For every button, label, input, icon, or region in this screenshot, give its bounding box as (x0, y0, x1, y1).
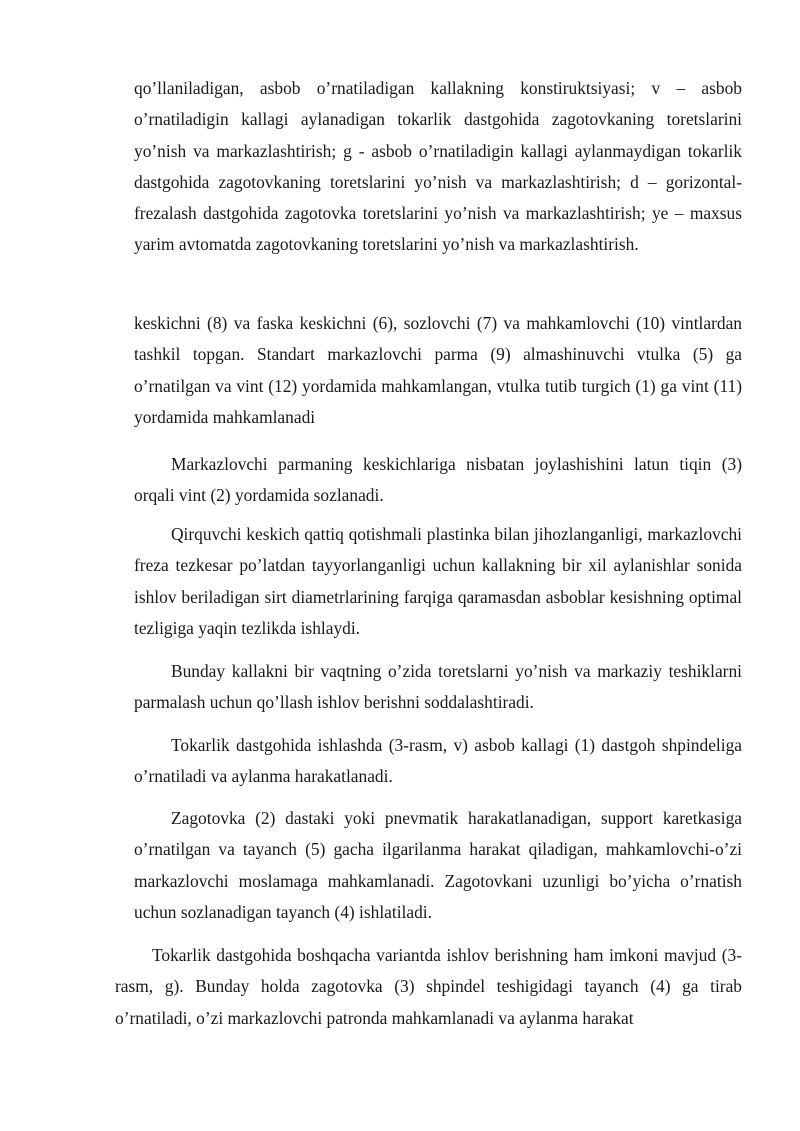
paragraph-lathe-operation: Tokarlik dastgohida ishlashda (3-rasm, v) asbob kallagi (1) dastgoh shpindeliga o’rnatiladi va aylanma harakatlanadi. (134, 735, 742, 787)
paragraph-workpiece-fixing: Zagotovka (2) dastaki yoki pnevmatik harakatlanadigan, support karetkasiga o’rnatilgan va tayanch (5) gacha ilgarilanma harakat qiladigan, mahkamlovchi-o’zi markazlovchi moslamaga mahkamlanadi. Zagotovkani uzunligi bo’yicha o’rnatish uchun sozlanadigan tayanch (4) ishlatiladi. (134, 808, 742, 922)
paragraph-alternative-variant: Tokarlik dastgohida boshqacha variantda ishlov berishning ham imkoni mavjud (3-rasm, g). Bunday holda zagotovka (3) shpindel teshigidagi tayanch (4) ga tirab o’rnatiladi, o’zi markazlovchi patronda mahkamlanadi va aylanma harakat (115, 945, 742, 1028)
paragraph-figure-caption-continuation: qo’llaniladigan, asbob o’rnatiladigan kallakning konstiruktsiyasi; v – asbob o’rnatiladigin kallagi aylanadigan tokarlik dastgohida zagotovkaning toretslarini yo’nish va markazlashtirish; g - asbob o’rnatiladigin kallagi aylanmaydigan tokarlik dastgohida zagotovkaning toretslarini yo’nish va markazlashtirish; d – gorizontal-frezalash dastgohida zagotovka toretslarini yo’nish va markazlashtirish; ye – maxsus yarim avtomatda zagotovkaning toretslarini yo’nish va markazlashtirish. (134, 78, 742, 255)
paragraph-cutting-speed: Qirquvchi keskich qattiq qotishmali plastinka bilan jihozlanganligi, markazlovchi freza tezkesar po’latdan tayyorlanganligi uchun kallakning bir xil aylanishlar sonida ishlov beriladigan sirt diametrlarining farqiga qaramasdan asboblar kesishning optimal tezligiga yaqin tezlikda ishlaydi. (134, 524, 742, 638)
paragraph-drill-adjustment: Markazlovchi parmaning keskichlariga nisbatan joylashishini latun tiqin (3) orqali vint (2) yordamida sozlanadi. (134, 454, 742, 506)
paragraph-cutting-head-composition: keskichni (8) va faska keskichni (6), sozlovchi (7) va mahkamlovchi (10) vintlardan tashkil topgan. Standart markazlovchi parma (9) almashinuvchi vtulka (5) ga o’rnatilgan va vint (12) yordamida mahkamlangan, vtulka tutib turgich (1) ga vint (11) yordamida mahkamlanadi (134, 313, 742, 427)
paragraph-simplification: Bunday kallakni bir vaqtning o’zida toretslarni yo’nish va markaziy teshiklarni parmalash uchun qo’llash ishlov berishni soddalashtiradi. (134, 661, 742, 713)
